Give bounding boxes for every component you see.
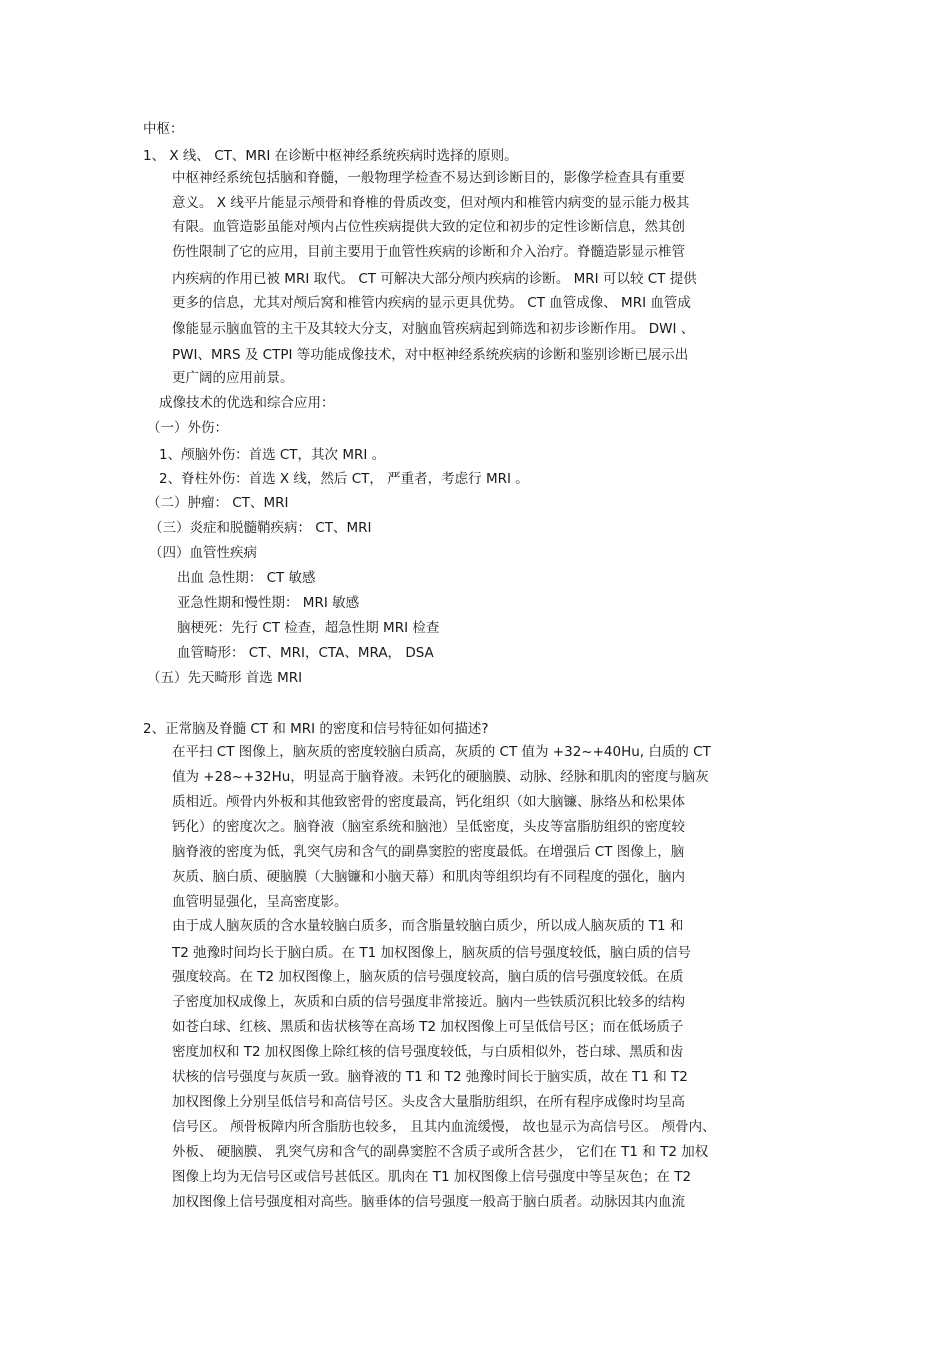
paragraph-line: 更多的信息，尤其对颅后窝和椎管内疾病的显示更具优势。 CT 血管成像、 MRI 血管成 (172, 295, 691, 311)
paragraph-line: 意义。 X 线平片能显示颅骨和脊椎的骨质改变，但对颅内和椎管内病变的显示能力极其 (172, 195, 690, 211)
paragraph-line: PWI、MRS 及 CTPI 等功能成像技术，对中枢神经系统疾病的诊断和鉴别诊断已展示出 (172, 347, 689, 363)
list-item-congenital: （五）先天畸形 首选 MRI (147, 670, 303, 686)
list-item-tumor: （二）肿瘤： CT、MRI (147, 495, 289, 511)
paragraph-line: 脑脊液的密度为低，乳突气房和含气的副鼻窦腔的密度最低。在增强后 CT 图像上，脑 (172, 844, 685, 860)
paragraph-line: 加权图像上信号强度相对高些。脑垂体的信号强度一般高于脑白质者。动脉因其内血流 (172, 1194, 685, 1210)
paragraph-line: 伤性限制了它的应用，目前主要用于血管性疾病的诊断和介入治疗。脊髓造影显示椎管 (172, 244, 685, 260)
paragraph-line: 外板、 硬脑膜、 乳突气房和含气的副鼻窦腔不含质子或所含甚少， 它们在 T1 和 T2 加权 (172, 1144, 709, 1160)
question-1-title: 1、 X 线、 CT、MRI 在诊断中枢神经系统疾病时选择的原则。 (143, 148, 518, 164)
list-subitem-infarction: 脑梗死：先行 CT 检查，超急性期 MRI 检查 (177, 620, 440, 636)
paragraph-line: 信号区。 颅骨板障内所含脂肪也较多， 且其内血流缓慢， 故也显示为高信号区。 颅骨内、 (172, 1119, 716, 1135)
paragraph-line: 中枢神经系统包括脑和脊髓，一般物理学检查不易达到诊断目的，影像学检查具有重要 (172, 170, 685, 186)
paragraph-line: 状核的信号强度与灰质一致。脑脊液的 T1 和 T2 弛豫时间长于脑实质，故在 T1 和 T2 (172, 1069, 688, 1085)
paragraph-line: 更广阔的应用前景。 (172, 370, 294, 386)
paragraph-line: 质相近。颅骨内外板和其他致密骨的密度最高，钙化组织（如大脑镰、脉络丛和松果体 (172, 794, 685, 810)
paragraph-line: 如苍白球、红核、黑质和齿状核等在高场 T2 加权图像上可呈低信号区；而在低场质子 (172, 1019, 684, 1035)
paragraph-line: 钙化）的密度次之。脑脊液（脑室系统和脑池）呈低密度，头皮等富脂肪组织的密度较 (172, 819, 685, 835)
paragraph-line: 加权图像上分别呈低信号和高信号区。头皮含大量脂肪组织，在所有程序成像时均呈高 (172, 1094, 685, 1110)
paragraph-line: 子密度加权成像上，灰质和白质的信号强度非常接近。脑内一些铁质沉积比较多的结构 (172, 994, 685, 1010)
paragraph-line: T2 弛豫时间均长于脑白质。在 T1 加权图像上，脑灰质的信号强度较低，脑白质的信号 (172, 945, 692, 961)
paragraph-line: 有限。血管造影虽能对颅内占位性疾病提供大致的定位和初步的定性诊断信息，然其创 (172, 219, 685, 235)
imaging-choice-subtitle: 成像技术的优选和综合应用： (159, 395, 335, 411)
paragraph-line: 像能显示脑血管的主干及其较大分支，对脑血管疾病起到筛选和初步诊断作用。 DWI 、 (172, 321, 695, 337)
paragraph-line: 值为 +28~+32Hu，明显高于脑脊液。未钙化的硬脑膜、动脉、经脉和肌肉的密度与脑灰 (172, 769, 709, 785)
list-subitem-hemorrhage: 出血 急性期： CT 敏感 (177, 570, 316, 586)
list-subitem-head-trauma: 1、颅脑外伤：首选 CT，其次 MRI 。 (159, 447, 386, 463)
paragraph-line: 图像上均为无信号区或信号甚低区。肌肉在 T1 加权图像上信号强度中等呈灰色；在 T2 (172, 1169, 692, 1185)
paragraph-line: 由于成人脑灰质的含水量较脑白质多，而含脂量较脑白质少，所以成人脑灰质的 T1 和 (172, 918, 684, 934)
paragraph-line: 灰质、脑白质、硬脑膜（大脑镰和小脑天幕）和肌肉等组织均有不同程度的强化，脑内 (172, 869, 685, 885)
list-item-trauma: （一）外伤： (147, 420, 228, 436)
paragraph-line: 密度加权和 T2 加权图像上除红核的信号强度较低，与白质相似外，苍白球、黑质和齿 (172, 1044, 684, 1060)
list-subitem-malformation: 血管畸形： CT、MRI，CTA、MRA， DSA (177, 645, 434, 661)
paragraph-line: 在平扫 CT 图像上，脑灰质的密度较脑白质高，灰质的 CT 值为 +32~+40Hu, 白质的 CT (172, 744, 711, 760)
list-item-vascular: （四）血管性疾病 (149, 545, 257, 561)
paragraph-line: 强度较高。在 T2 加权图像上，脑灰质的信号强度较高，脑白质的信号强度较低。在质 (172, 969, 684, 985)
list-item-inflammation: （三）炎症和脱髓鞘疾病： CT、MRI (149, 520, 372, 536)
list-subitem-subacute: 亚急性期和慢性期： MRI 敏感 (177, 595, 360, 611)
question-2-title: 2、正常脑及脊髓 CT 和 MRI 的密度和信号特征如何描述? (143, 721, 489, 737)
section-heading: 中枢： (143, 121, 184, 137)
list-subitem-spine-trauma: 2、脊柱外伤：首选 X 线，然后 CT， 严重者，考虑行 MRI 。 (159, 471, 529, 487)
paragraph-line: 内疾病的作用已被 MRI 取代。 CT 可解决大部分颅内疾病的诊断。 MRI 可以较 CT 提供 (172, 271, 697, 287)
paragraph-line: 血管明显强化，呈高密度影。 (172, 894, 348, 910)
